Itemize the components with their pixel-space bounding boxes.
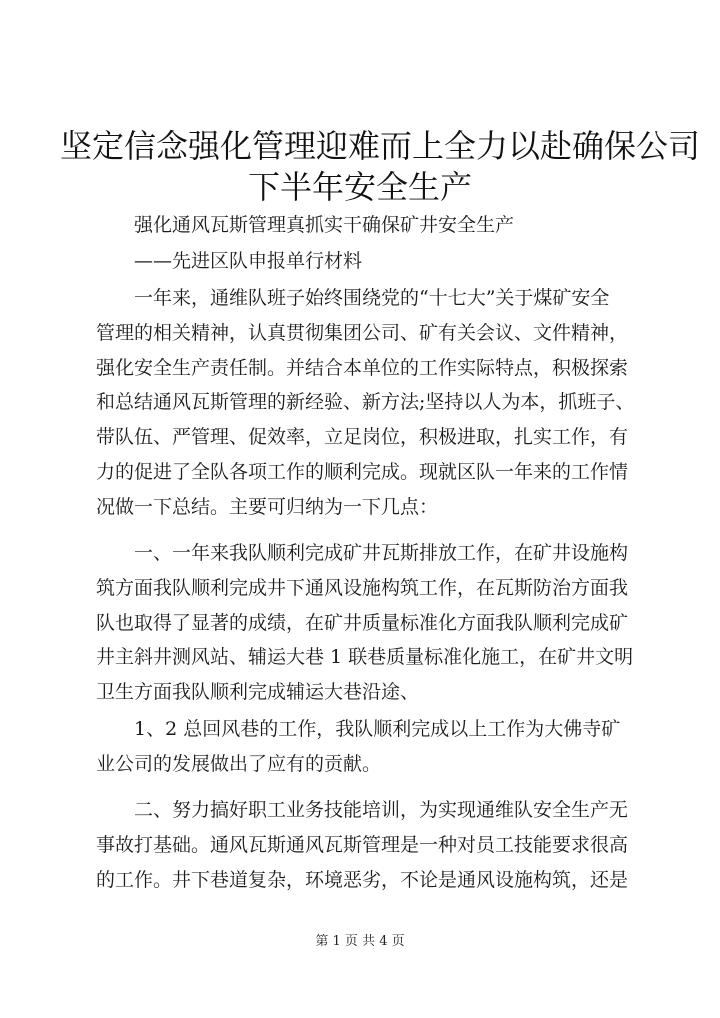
paragraph-line: 一、一年来我队顺利完成矿井瓦斯排放工作，在矿井设施构 [134, 542, 629, 564]
paragraph-line: 筑方面我队顺利完成井下通风设施构筑工作，在瓦斯防治方面我 [96, 577, 629, 599]
paragraph-line: 业公司的发展做出了应有的贡献。 [96, 753, 382, 775]
document-title-line-2: 下半年安全生产 [247, 168, 472, 206]
subtitle: 强化通风瓦斯管理真抓实干确保矿井安全生产 [134, 214, 515, 236]
paragraph-line: 的工作。井下巷道复杂，环境恶劣，不论是通风设施构筑，还是 [96, 869, 629, 891]
document-title-line-1: 坚定信念强化管理迎难而上全力以赴确保公司 [60, 127, 701, 165]
page-number: 第 1 页 共 4 页 [315, 934, 405, 949]
paragraph-line: 事故打基础。通风瓦斯通风瓦斯管理是一种对员工技能要求很高 [96, 834, 629, 856]
paragraph-line: 力的促进了全队各项工作的顺利完成。现就区队一年来的工作情 [96, 461, 629, 483]
paragraph-line: 队也取得了显著的成绩，在矿井质量标准化方面我队顺利完成矿 [96, 612, 629, 634]
paragraph-line: 管理的相关精神，认真贯彻集团公司、矿有关会议、文件精神， [96, 322, 629, 344]
paragraph-line: 带队伍、严管理、促效率，立足岗位，积极进取，扎实工作，有 [96, 426, 629, 448]
paragraph-line: 1、2 总回风巷的工作，我队顺利完成以上工作为大佛寺矿 [134, 718, 621, 740]
paragraph-line: 井主斜井测风站、辅运大巷 1 联巷质量标准化施工，在矿井文明 [96, 646, 634, 668]
paragraph-line: 一年来，通维队班子始终围绕党的“十七大”关于煤矿安全 [134, 287, 610, 309]
paragraph-line: 二、努力搞好职工业务技能培训，为实现通维队安全生产无 [134, 799, 629, 821]
paragraph-line: 和总结通风瓦斯管理的新经验、新方法;坚持以人为本，抓班子、 [96, 391, 635, 413]
paragraph-line: 卫生方面我队顺利完成辅运大巷沿途、 [96, 681, 420, 703]
paragraph-line: 强化安全生产责任制。并结合本单位的工作实际特点，积极探索 [96, 357, 629, 379]
subtitle-2: ——先进区队申报单行材料 [134, 250, 363, 272]
paragraph-line: 况做一下总结。主要可归纳为一下几点： [96, 496, 439, 518]
